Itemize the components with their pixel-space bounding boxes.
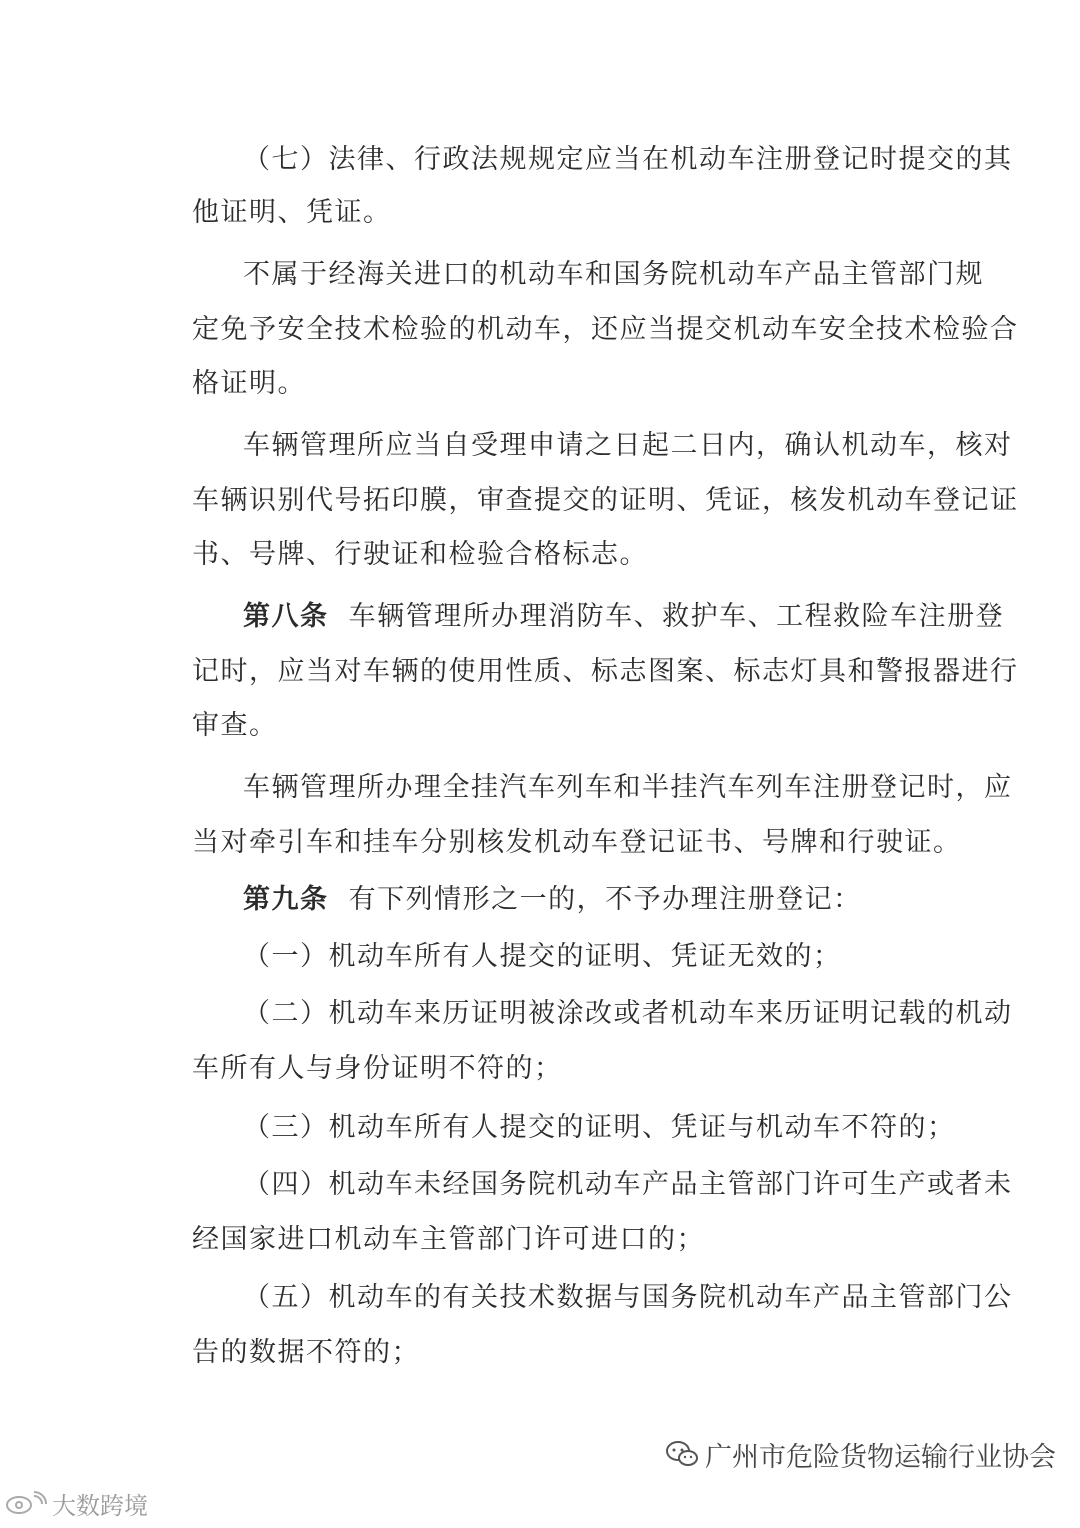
text-line — [243, 597, 1004, 637]
text-line: （七）法律、行政法规规定应当在机动车注册登记时提交的其 — [243, 144, 1013, 175]
article-number: 第八条 — [243, 601, 329, 632]
wechat-icon — [665, 1439, 699, 1469]
text-line: （五）机动车的有关技术数据与国务院机动车产品主管部门公 — [243, 1282, 1013, 1313]
text-line: 车辆识别代号拓印膜，审查提交的证明、凭证，核发机动车登记证 — [192, 485, 1019, 516]
text-line: （一）机动车所有人提交的证明、凭证无效的； — [243, 941, 842, 972]
text-line: 车所有人与身份证明不符的； — [192, 1053, 563, 1084]
weibo-icon — [4, 1490, 48, 1516]
text-line: 当对牵引车和挂车分别核发机动车登记证书、号牌和行驶证。 — [192, 827, 962, 858]
text-line — [243, 880, 862, 920]
text-line: 记时，应当对车辆的使用性质、标志图案、标志灯具和警报器进行 — [192, 656, 1019, 687]
text-line: 不属于经海关进口的机动车和国务院机动车产品主管部门规 — [243, 259, 984, 290]
watermark-text: 广州市危险货物运输行业协会 — [705, 1441, 1056, 1473]
text-line: 审查。 — [192, 710, 278, 741]
text-line: 他证明、凭证。 — [192, 197, 392, 228]
text-line: 经国家进口机动车主管部门许可进口的； — [192, 1224, 705, 1255]
watermark-text: 大数跨境 — [52, 1491, 148, 1520]
text-line: 车辆管理所办理全挂汽车列车和半挂汽车列车注册登记时，应 — [243, 772, 1013, 803]
text-line: （二）机动车来历证明被涂改或者机动车来历证明记载的机动 — [243, 998, 1013, 1029]
article-number: 第九条 — [243, 884, 329, 915]
text-line: （三）机动车所有人提交的证明、凭证与机动车不符的； — [243, 1112, 956, 1143]
text-line: 格证明。 — [192, 368, 306, 399]
wechat-watermark — [665, 1432, 1056, 1476]
text-line: （四）机动车未经国务院机动车产品主管部门许可生产或者未 — [243, 1169, 1013, 1200]
article-text: 有下列情形之一的，不予办理注册登记： — [348, 884, 862, 915]
text-line: 定免予安全技术检验的机动车，还应当提交机动车安全技术检验合 — [192, 314, 1019, 345]
weibo-watermark — [4, 1486, 148, 1520]
text-line: 告的数据不符的； — [192, 1337, 420, 1368]
article-text: 车辆管理所办理消防车、救护车、工程救险车注册登 — [348, 601, 1005, 632]
text-line: 书、号牌、行驶证和检验合格标志。 — [192, 539, 648, 570]
text-line: 车辆管理所应当自受理申请之日起二日内，确认机动车，核对 — [243, 430, 1013, 461]
